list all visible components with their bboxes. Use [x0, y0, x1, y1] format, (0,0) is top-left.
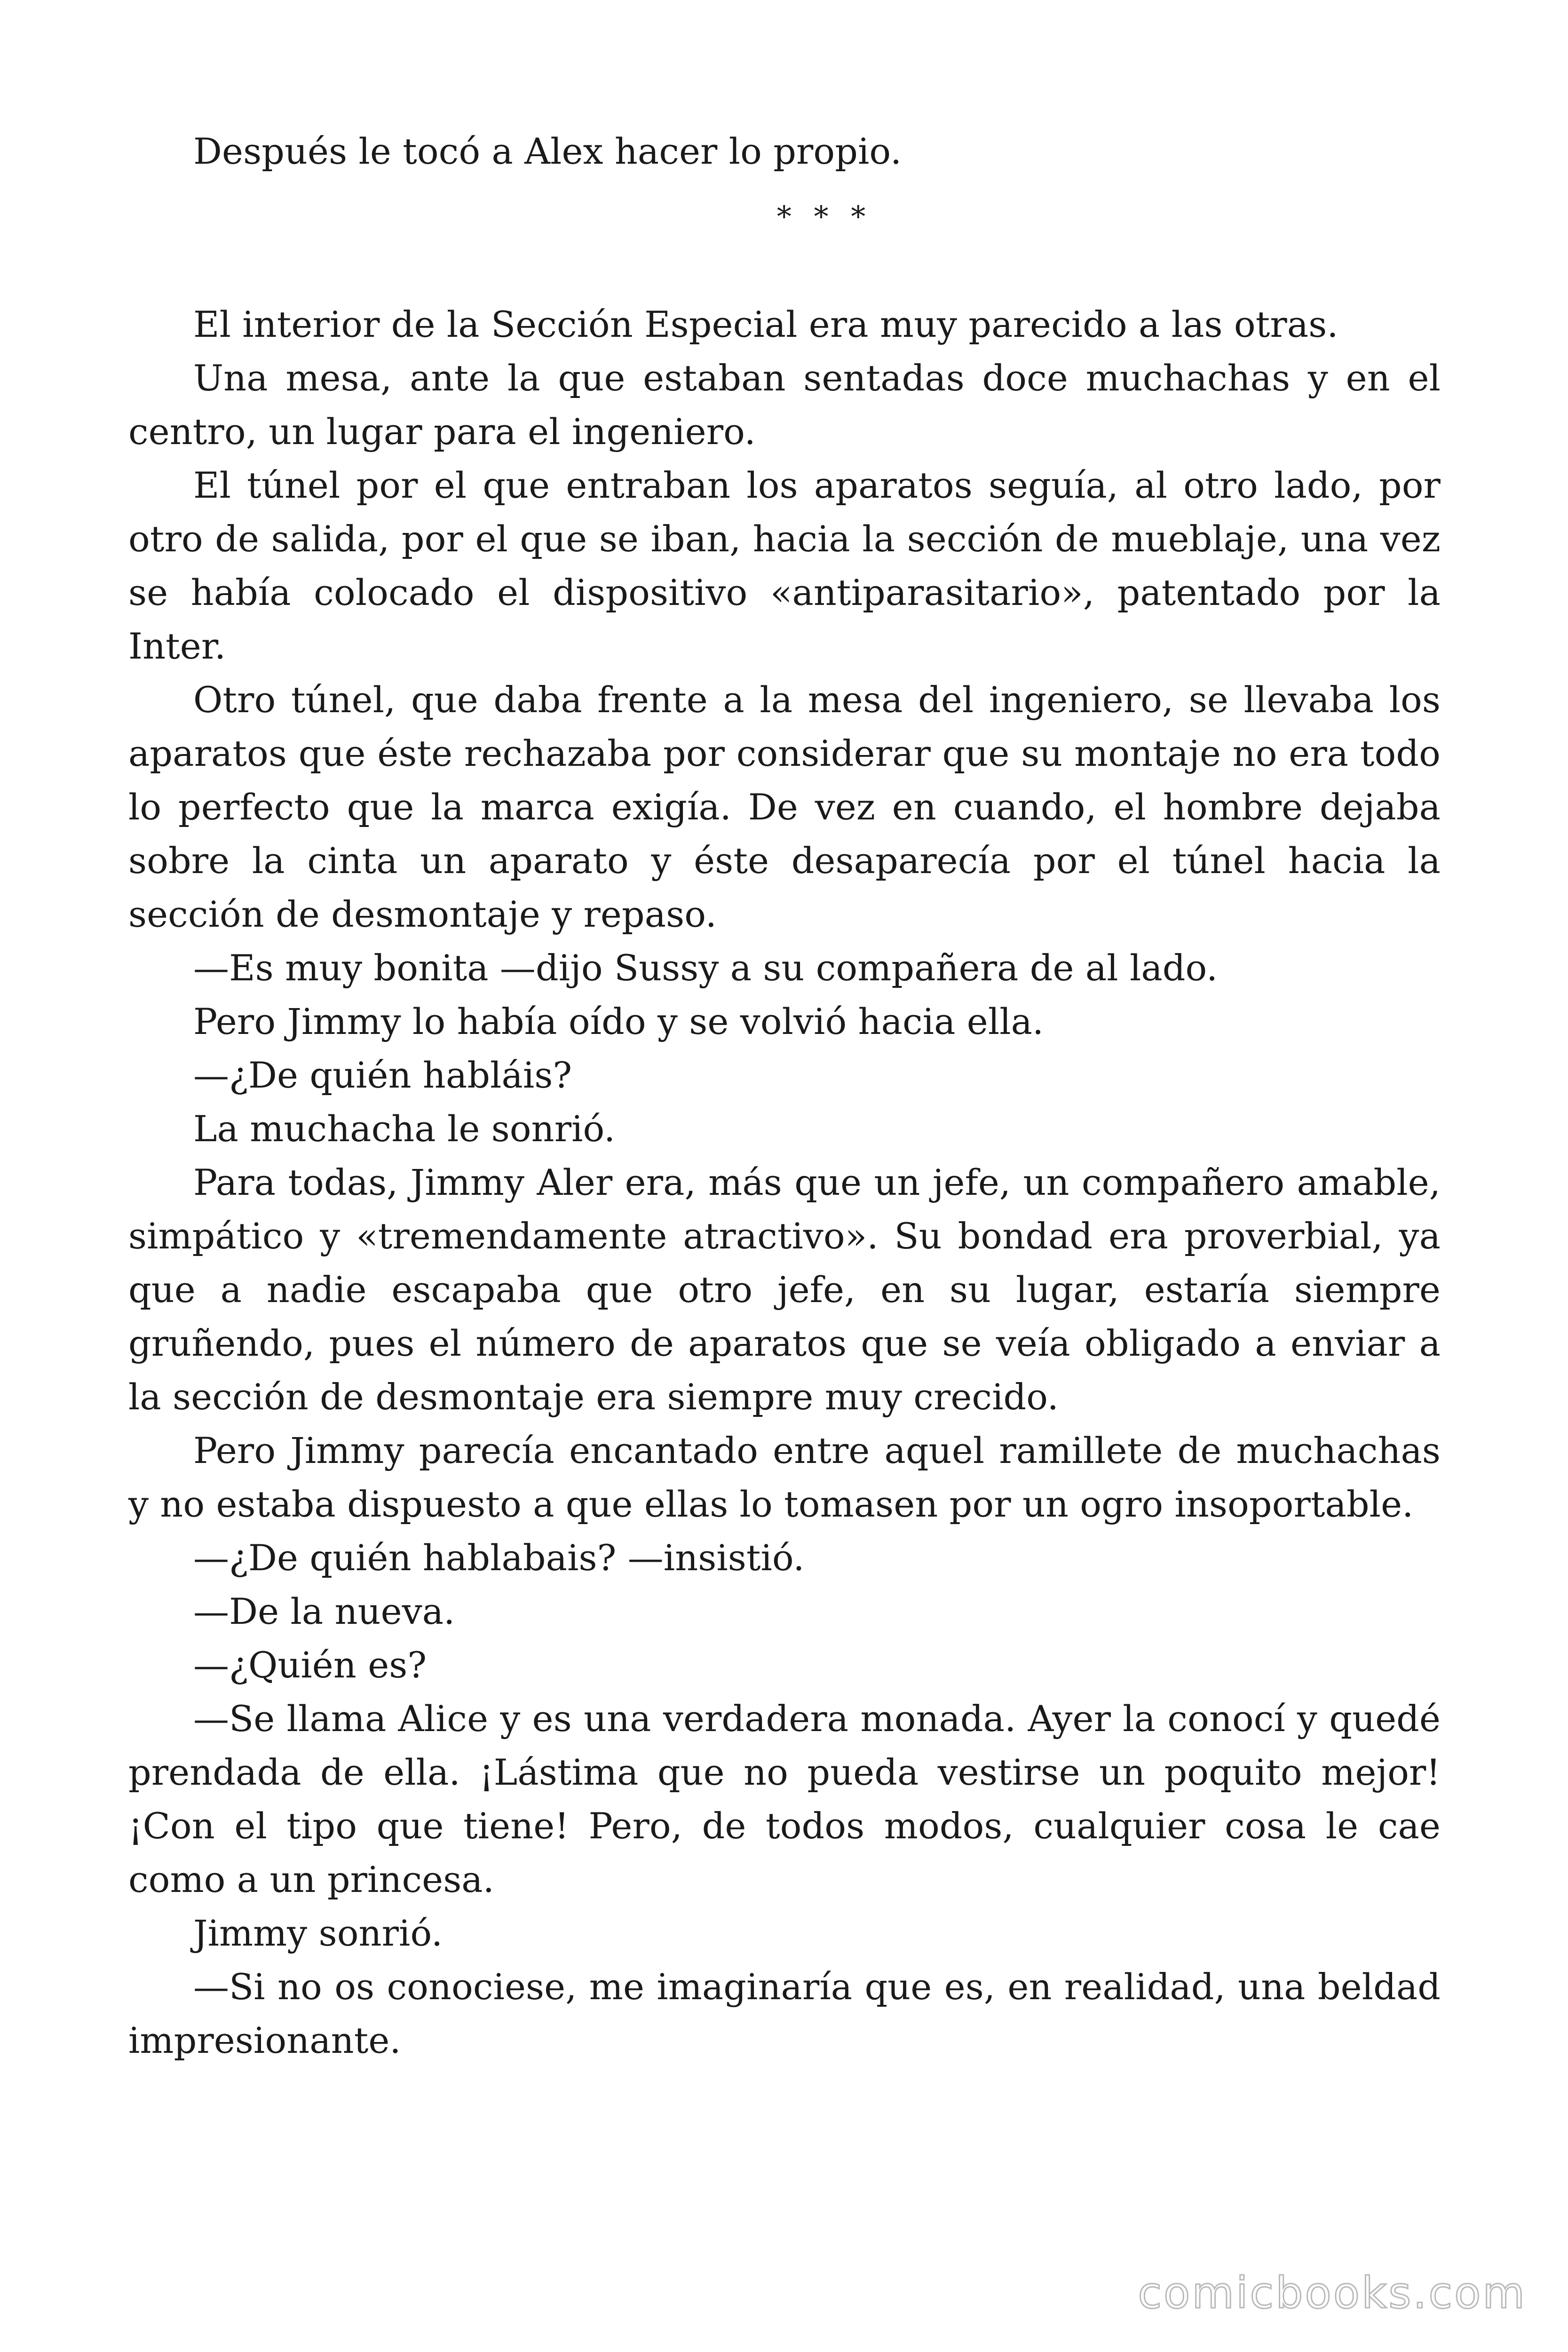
paragraph: El túnel por el que entraban los aparatos seguía, al otro lado, por otro de salida, por el que se iban, hacia la sección de mueblaje, una vez se había colocado el dispositivo «antiparasitario», patentado por la Inter.	[128, 464, 1441, 667]
paragraph: Para todas, Jimmy Aler era, más que un jefe, un compañero amable, simpático y «tremendamente atractivo». Su bondad era proverbial, ya que a nadie escapaba que otro jefe, en su lugar, estaría siempre gruñendo, pues el número de aparatos que se veía obligado a enviar a la sección de desmontaje era siempre muy crecido.	[128, 1161, 1441, 1418]
paragraph: Otro túnel, que daba frente a la mesa del ingeniero, se llevaba los aparatos que éste rechazaba por considerar que su montaje no era todo lo perfecto que la marca exigía. De vez en cuando, el hombre dejaba sobre la cinta un aparato y éste desaparecía por el túnel hacia la sección de desmontaje y repaso.	[128, 679, 1441, 935]
paragraph: Después le tocó a Alex hacer lo propio.	[193, 130, 902, 172]
dialogue-line: —¿De quién habláis?	[193, 1054, 572, 1096]
paragraph: Una mesa, ante la que estaban sentadas doce muchachas y en el centro, un lugar para el ingeniero.	[128, 357, 1441, 453]
book-page	[128, 125, 1441, 2067]
dialogue-line: —¿Quién es?	[193, 1644, 427, 1686]
dialogue-line: —Si no os conociese, me imaginaría que es, en realidad, una beldad impresionante.	[128, 1966, 1441, 2061]
dialogue-line: —De la nueva.	[193, 1590, 455, 1632]
dialogue-line: —Se llama Alice y es una verdadera monada. Ayer la conocí y quedé prendada de ella. ¡Lástima que no pueda vestirse un poquito mejor! ¡Con el tipo que tiene! Pero, de todos modos, cualquier cosa le cae como a un princesa.	[128, 1698, 1441, 1900]
paragraph: El interior de la Sección Especial era muy parecido a las otras.	[193, 303, 1338, 345]
paragraph: Pero Jimmy lo había oído y se volvió hacia ella.	[193, 1001, 1044, 1042]
watermark: comicbooks.com	[1138, 2268, 1527, 2318]
section-separator: * * *	[776, 199, 872, 234]
paragraph: La muchacha le sonrió.	[193, 1108, 616, 1150]
paragraph: Pero Jimmy parecía encantado entre aquel ramillete de muchachas y no estaba dispuesto a que ellas lo tomasen por un ogro insoportable.	[128, 1430, 1441, 1525]
paragraph: Jimmy sonrió.	[193, 1912, 443, 1954]
dialogue-line: —Es muy bonita —dijo Sussy a su compañera de al lado.	[193, 947, 1218, 989]
dialogue-line: —¿De quién hablabais? —insistió.	[193, 1537, 805, 1579]
